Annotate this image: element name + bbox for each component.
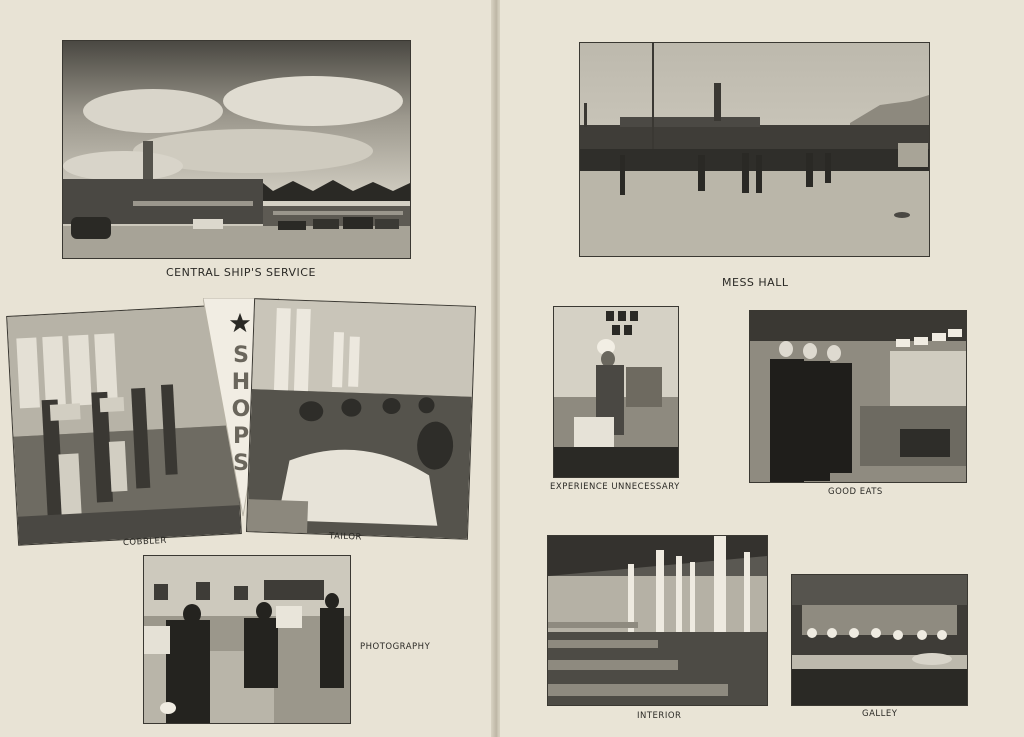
tailor-photo bbox=[246, 298, 476, 543]
star-icon bbox=[229, 312, 251, 334]
experience-unnecessary-photo bbox=[553, 306, 679, 478]
good-eats-caption: GOOD EATS bbox=[828, 487, 883, 497]
shops-letter: O bbox=[231, 397, 251, 422]
interior-caption: INTERIOR bbox=[637, 711, 682, 721]
left-page bbox=[0, 0, 494, 737]
photography-caption: PHOTOGRAPHY bbox=[360, 642, 431, 652]
interior-photo bbox=[547, 535, 768, 706]
galley-photo bbox=[791, 574, 968, 706]
experience-unnecessary-caption: EXPERIENCE UNNECESSARY bbox=[550, 482, 680, 492]
shops-letter: H bbox=[231, 370, 251, 395]
shops-letter: P bbox=[232, 424, 250, 449]
shops-letter: S bbox=[233, 343, 249, 368]
right-page bbox=[500, 0, 1024, 737]
cobbler-caption: COBBLER bbox=[122, 535, 168, 549]
good-eats-photo bbox=[749, 310, 967, 483]
photography-photo bbox=[143, 555, 351, 724]
shops-letter: S bbox=[233, 451, 249, 476]
mess-hall-photo bbox=[579, 42, 930, 257]
tailor-caption: TAILOR bbox=[328, 531, 363, 543]
central-ships-service-caption: CENTRAL SHIP'S SERVICE bbox=[166, 266, 316, 279]
mess-hall-caption: MESS HALL bbox=[722, 276, 789, 289]
galley-caption: GALLEY bbox=[862, 709, 898, 719]
central-ships-service-photo bbox=[62, 40, 411, 259]
